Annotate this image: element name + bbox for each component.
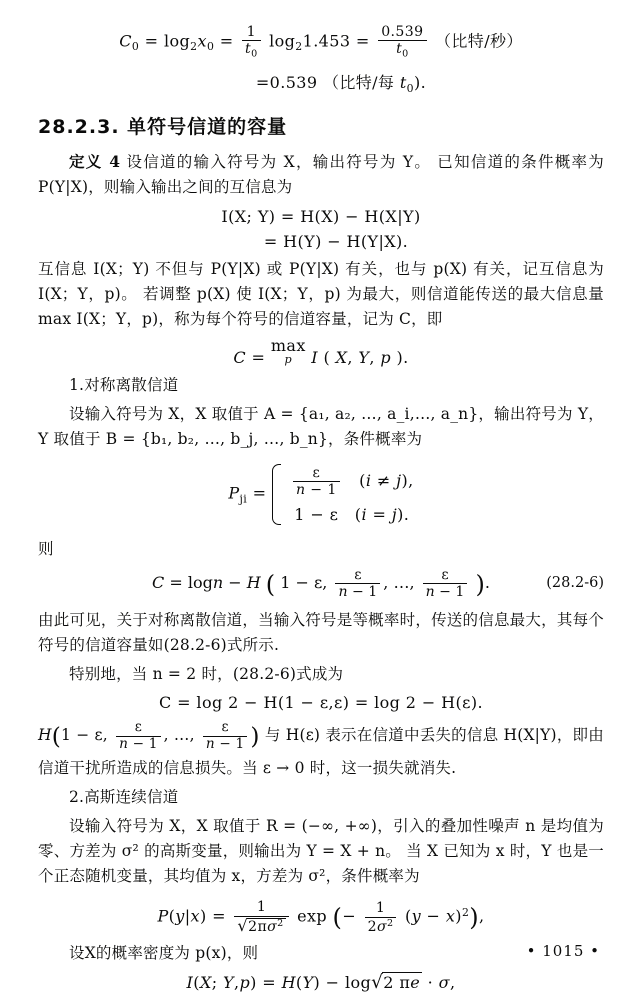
- entropy-expression: H(1 − ε, $\frac{\varepsilon}{n - 1}$ , …, $\frac{\varepsilon}{n - 1}$ ): [38, 718, 260, 752]
- paragraph-binary-case: 特别地，当 n = 2 时，(28.2-6)式成为: [69, 665, 344, 684]
- equation-gaussian-mutual-info: I(X; Y,p) = H(Y) − log√2 πe · σ,: [186, 972, 456, 994]
- equation-c0-second-line: =0.539 （比特/每 $t_0$).: [255, 72, 427, 95]
- paragraph-symmetric-result: 由此可见，关于对称离散信道，当输入符号是等概率时，传送的信息最大，其每个符号的信道容量如(28.2-6)式所示.: [38, 610, 604, 655]
- heading-symmetric-channel: 1.对称离散信道: [69, 375, 179, 394]
- equation-c0: $C_0 = \log_2x_0$ = $\frac{1}{t_0}$ $\log_21.453$ = $\frac{0.539}{t_0}$ （比特/秒）: [119, 24, 523, 60]
- paragraph-symmetric-setup: 设输入符号为 X，X 取值于 A = {a₁, a₂, …, a_i,…, a_n}，输出符号为 Y，Y 取值于 B = {b₁, b₂, …, b_j, …, b_n}，条件概率为: [38, 404, 604, 449]
- paragraph-gaussian-setup: 设输入符号为 X，X 取值于 R = (−∞, +∞)，引入的叠加性噪声 n 是均值为零、方差为 σ² 的高斯变量，则输出为 Y = X + n。 当 X 已知为 x 时，Y 也是一个正态随机变量，其均值为 x，方差为 σ²，条件概率为: [38, 817, 604, 886]
- information-loss-text: 与 H(ε) 表示在信道中丢失的信息 H(X|Y)，即由信道干扰所造成的信息损失。当 ε → 0 时，这一损失就消失.: [38, 726, 604, 777]
- equation-binary-capacity: C = log 2 − H(1 − ε,ε) = log 2 − H(ε).: [159, 693, 483, 713]
- equation-conditional-probability-cases: $P_{ji}$ = $\frac{\varepsilon}{n - 1}$ (i ≠ j), 1 − ε (i = j).: [38, 462, 604, 526]
- equation-capacity: C = max p I ( X, Y, p ).: [233, 335, 409, 367]
- definition-label: 定义 4: [69, 152, 121, 172]
- paragraph-mutual-info: 互信息 I(X；Y) 不但与 P(Y|X) 或 P(Y|X) 有关，也与 p(X) 有关，记互信息为 I(X；Y，p)。 若调整 p(X) 使 I(X；Y，p) 为最大，则信道能传送的最大信息量 max I(X；Y，p)，称为每个符号的信道容量，记为 C，即: [38, 259, 604, 328]
- equation-symmetric-capacity: C = logn − H ( 1 − ε, $\frac{\varepsilon}{n - 1}$ , …, $\frac{\varepsilon}{n - 1}$ ).: [152, 566, 490, 600]
- equation-mutual-information-2: = H(Y) − H(Y|X).: [263, 231, 409, 251]
- section-title: 28.2.3. 单符号信道的容量: [38, 116, 288, 139]
- equation-mutual-information-1: I(X; Y) = H(X) − H(X|Y): [221, 206, 421, 226]
- paragraph-information-loss: [38, 718, 604, 781]
- heading-gaussian-channel: 2.高斯连续信道: [69, 788, 179, 807]
- equation-symmetric-capacity-row: [38, 567, 604, 600]
- page-number: • 1015 •: [526, 942, 600, 960]
- label-then: 则: [38, 539, 54, 558]
- definition-text: 设信道的输入符号为 X，输出符号为 Y。 已知信道的条件概率为 P(Y|X)，则输入输出之间的互信息为: [38, 153, 605, 197]
- equation-gaussian-conditional: P(y|x) = $\frac{1}{√2\pi\sigma^2}$ exp (− $\frac{1}{2\sigma^2}$ $(y - x)^2$),: [157, 899, 485, 935]
- paragraph-definition-4: [38, 149, 604, 200]
- page-content: [38, 14, 604, 999]
- equation-number: (28.2-6): [546, 575, 604, 592]
- paragraph-density: 设X的概率密度为 p(x)，则: [69, 944, 259, 963]
